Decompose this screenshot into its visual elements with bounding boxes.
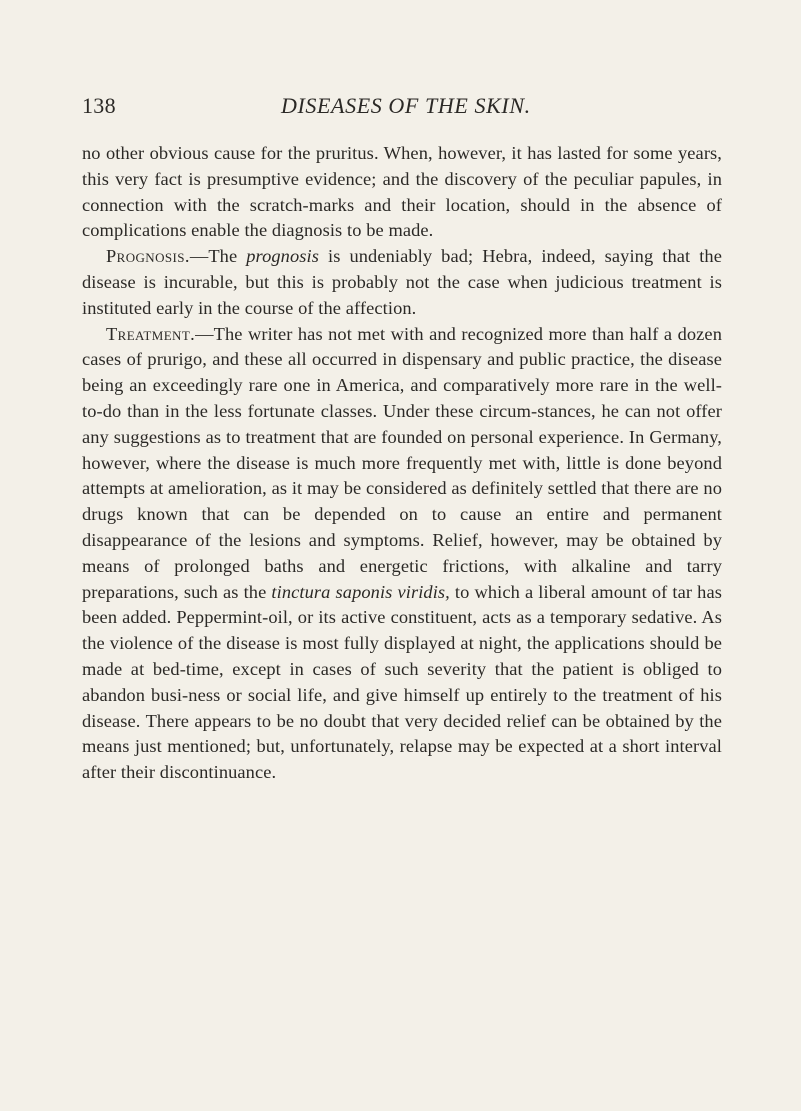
- section-heading-treatment: Treatment.: [106, 323, 196, 344]
- paragraph-text: —The writer has not met with and recognized more than half a dozen cases of prurigo, and these all occurred in dispensary and public practice, the disease being an exceedingly rare one in America, and comparatively more rare in the well-to-do than in the less fortunate classes. Under these circum-stances, he can not offer any suggestions as to treatment that are founded on personal experience. In Germany, however, where the disease is much more frequently met with, little is done beyond attempts at amelioration, as it may be considered as definitely settled that there are no drugs known that can be depended on to cause an entire and permanent disappearance of the lesions and symptoms. Relief, however, may be obtained by means of prolonged baths and energetic frictions, with alkaline and tarry preparations, such as the: [82, 323, 722, 602]
- paragraph-text: to which a liberal amount of tar has been added. Peppermint-oil, or its active constituent, acts as a temporary sedative. As the violence of the disease is most fully displayed at night, the applications should be made at bed-time, except in cases of such severity that the patient is obliged to abandon busi-ness or social life, and give himself up entirely to the treatment of his disease. There appears to be no doubt that very decided relief can be obtained by the means just mentioned; but, unfortunately, relapse may be expected at a short interval after their discontinuance.: [82, 581, 723, 783]
- paragraph-text: is undeniably bad; Hebra, indeed, saying that the disease is incurable, but this is probably not the case when judicious treatment is instituted early in the course of the affection.: [82, 246, 722, 318]
- italic-term-tinctura: tinctura saponis viridis,: [271, 581, 450, 602]
- running-head: [82, 92, 722, 122]
- section-heading-prognosis: Prognosis.: [106, 246, 190, 267]
- page-number: 138: [82, 93, 116, 118]
- paragraph-prognosis: [82, 244, 722, 321]
- body-text: [82, 141, 722, 786]
- paragraph-continuation: no other obvious cause for the pruritus. When, however, it has lasted for some years, this very fact is presumptive evidence; and the discovery of the peculiar papules, in connection with the scratch-marks and their location, should in the absence of complications enable the diagnosis to be made.: [82, 143, 722, 241]
- paragraph-treatment: [82, 322, 722, 786]
- italic-term-prognosis: prognosis: [246, 246, 319, 267]
- heading-dash: —The: [189, 246, 247, 267]
- running-title: DISEASES OF THE SKIN.: [281, 93, 531, 118]
